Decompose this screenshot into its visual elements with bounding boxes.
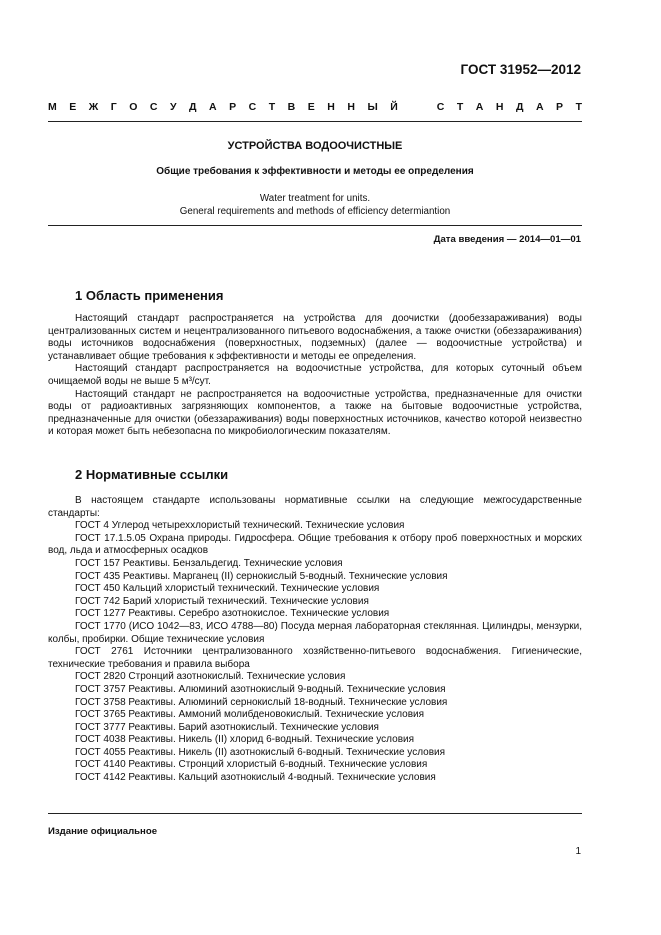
paragraph: Настоящий стандарт не распространяется на водоочистные устройства, предназначенные для очистки воды от радиоактивных загрязняющих компонентов, а также на бытовые водоочистные устройства, предназначенные для очистки (обеззараживания) воды поверхностных источников, качество которой неизвестно и которая может быть небезопасна по микробиологическим показателям. <box>48 388 582 438</box>
top-divider <box>48 121 582 122</box>
banner-letter: Ы <box>367 101 378 113</box>
banner-gap <box>410 101 424 113</box>
title-divider <box>48 225 582 226</box>
banner-letter: Н <box>347 101 355 113</box>
banner-letter: С <box>149 101 158 113</box>
standard-code: ГОСТ 31952—2012 <box>460 62 581 77</box>
banner-letter: Т <box>456 101 464 113</box>
banner-letter: Т <box>268 101 276 113</box>
english-title-line1: Water treatment for units. <box>259 193 371 204</box>
section-1-body <box>48 313 582 439</box>
official-edition-label: Издание официальное <box>48 826 158 837</box>
reference-item: ГОСТ 157 Реактивы. Бензальдегид. Технические условия <box>75 557 343 569</box>
banner-letter: В <box>287 101 296 113</box>
banner-letter: Д <box>515 101 524 113</box>
reference-item: ГОСТ 2761 Источники централизованного хозяйственно-питьевого водоснабжения. Гигиенические, технические требования и правила выбора <box>48 646 582 670</box>
reference-item: ГОСТ 3765 Реактивы. Аммоний молибденовокислый. Технические условия <box>75 709 425 721</box>
banner-letter: А <box>209 101 217 113</box>
banner-letter: Р <box>229 101 237 113</box>
reference-item: ГОСТ 4038 Реактивы. Никель (II) хлорид 6-водный. Технические условия <box>75 734 415 746</box>
banner-letter: Е <box>307 101 315 113</box>
document-subtitle: Общие требования к эффективности и методы ее определения <box>156 166 474 177</box>
reference-item: ГОСТ 4140 Реактивы. Стронций хлористый 6-водный. Технические условия <box>75 759 428 771</box>
banner-letter: С <box>436 101 445 113</box>
reference-item: ГОСТ 742 Барий хлористый технический. Технические условия <box>75 595 369 607</box>
section-2-heading: 2 Нормативные ссылки <box>75 467 229 482</box>
reference-item: ГОСТ 4 Углерод четыреххлористый технический. Технические условия <box>75 520 405 532</box>
reference-item: ГОСТ 3757 Реактивы. Алюминий азотнокислый 9-водный. Технические условия <box>75 683 446 695</box>
interstate-standard-banner <box>48 101 582 113</box>
reference-item: ГОСТ 4055 Реактивы. Никель (II) азотнокислый 6-водный. Технические условия <box>75 746 446 758</box>
banner-letter: О <box>129 101 138 113</box>
banner-letter: У <box>169 101 177 113</box>
reference-item: ГОСТ 3777 Реактивы. Барий азотнокислый. Технические условия <box>75 721 379 733</box>
paragraph: Настоящий стандарт распространяется на устройства для доочистки (дообеззараживания) воды централизованных систем и нецентрализованного питьевого водоснабжения, а также очистки (обеззараживания) воды источников водоснабжения (поверхностных, подземных) (далее — водоочистные устройства) и устанавливает общие требования к эффективности и методы ее определения. <box>48 313 582 362</box>
paragraph: Настоящий стандарт распространяется на водоочистные устройства, для которых суточный объем очищаемой воды не выше 5 м³/сут. <box>48 363 582 387</box>
reference-item: ГОСТ 2820 Стронций азотнокислый. Технические условия <box>75 671 346 683</box>
paragraph: В настоящем стандарте использованы нормативные ссылки на следующие межгосударственные стандарты: <box>48 495 582 519</box>
reference-item: ГОСТ 3758 Реактивы. Алюминий сернокислый 18-водный. Технические условия <box>75 696 448 708</box>
document-title: УСТРОЙСТВА ВОДООЧИСТНЫЕ <box>227 140 403 152</box>
banner-letter: А <box>535 101 544 113</box>
banner-letter: Е <box>69 101 77 113</box>
reference-item: ГОСТ 450 Кальций хлористый технический. Технические условия <box>75 583 380 595</box>
english-title-line2: General requirements and methods of efficiency determiantion <box>179 206 451 217</box>
reference-item: ГОСТ 1277 Реактивы. Серебро азотнокислое. Технические условия <box>75 608 390 620</box>
banner-letter: Н <box>495 101 504 113</box>
banner-letter: Ж <box>88 101 99 113</box>
section-1-heading: 1 Область применения <box>75 288 224 303</box>
banner-letter: Р <box>556 101 564 113</box>
banner-letter: Н <box>327 101 335 113</box>
banner-letter: М <box>48 101 57 113</box>
banner-letter: С <box>248 101 257 113</box>
reference-item: ГОСТ 4142 Реактивы. Кальций азотнокислый 4-водный. Технические условия <box>75 772 436 784</box>
banner-letter: Г <box>110 101 117 113</box>
introduction-date: Дата введения — 2014—01—01 <box>433 234 581 245</box>
banner-letter: Д <box>189 101 197 113</box>
reference-item: ГОСТ 1770 (ИСО 1042—83, ИСО 4788—80) Посуда мерная лабораторная стеклянная. Цилиндры, мензурки, колбы, пробирки. Общие технические условия <box>48 620 582 645</box>
footer-divider <box>48 813 582 814</box>
section-2-body <box>48 495 582 785</box>
english-title <box>48 192 582 218</box>
reference-item: ГОСТ 435 Реактивы. Марганец (II) сернокислый 5-водный. Технические условия <box>75 570 448 582</box>
page-number: 1 <box>575 846 581 857</box>
reference-item: ГОСТ 17.1.5.05 Охрана природы. Гидросфера. Общие требования к отбору проб поверхностных и морских вод, льда и атмосферных осадков <box>48 532 582 557</box>
references-list <box>48 520 582 784</box>
banner-letter: А <box>475 101 484 113</box>
banner-letter: Т <box>575 101 582 113</box>
banner-letter: Й <box>390 101 398 113</box>
